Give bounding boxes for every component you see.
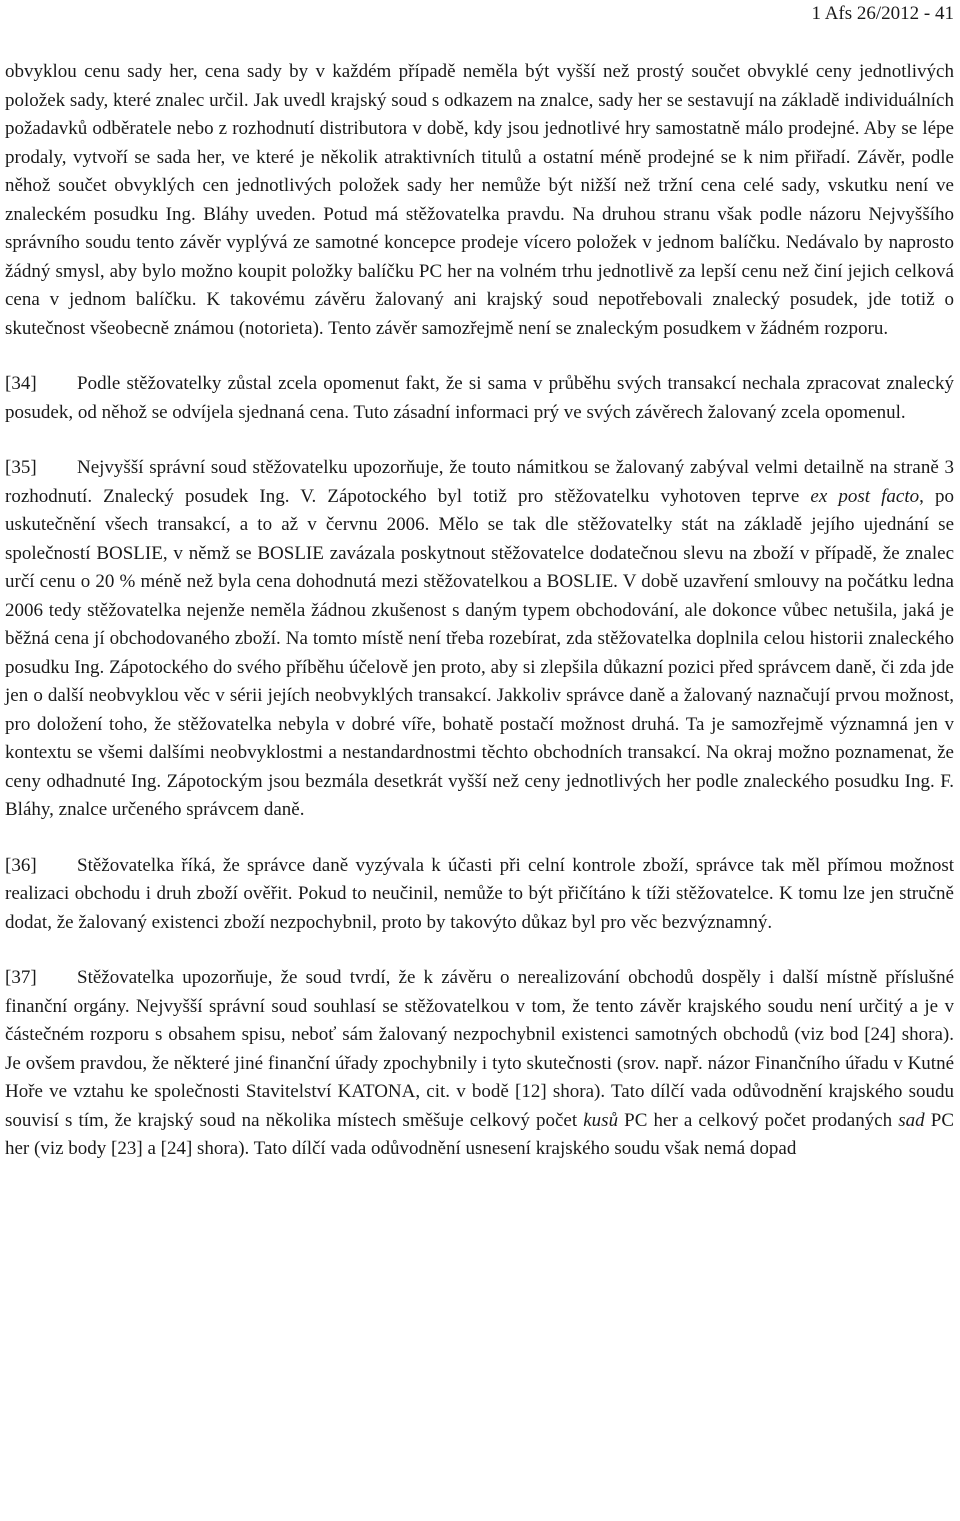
paragraph-36 bbox=[5, 852, 954, 938]
paragraph-continued bbox=[5, 58, 954, 343]
paragraph-number: [34] bbox=[5, 373, 37, 394]
paragraph-number: [35] bbox=[5, 457, 37, 478]
paragraph-text: obvyklou cenu sady her, cena sady by v každém případě neměla být vyšší než prostý součet obvyklé ceny jednotlivých položek sady, které znalec určil. Jak uvedl krajský soud s odkazem na znalce, sady her se sestavují na základě individuálních požadavků odběratele nebo z rozhodnutí distributora v době, kdy jsou jednotlivé hry samostatně málo prodejné. Aby se lépe prodaly, vytvoří se sada her, ve které je několik atraktivních titulů a ostatní méně prodejné se k nim přiřadí. Závěr, podle něhož součet obvyklých cen jednotlivých položek sady her nemůže být nižší než tržní cena celé sady, vskutku není ve znaleckém posudku Ing. Bláhy uveden. Potud má stěžovatelka pravdu. Na druhou stranu však podle názoru Nejvyššího správního soudu tento závěr vyplývá ze samotné koncepce prodeje vícero položek v jednom balíčku. Nedávalo by naprosto žádný smysl, aby bylo možno koupit položky balíčku PC her na volném trhu jednotlivě za lepší cenu než činí jejich celková cena v jednom balíčku. K takovému závěru žalovaný ani krajský soud nepotřebovali znalecký posudek, jde totiž o skutečnost všeobecně známou (notorieta). Tento závěr samozřejmě není se znaleckým posudkem v žádném rozporu. bbox=[5, 61, 954, 339]
italic-phrase: ex post facto bbox=[810, 485, 920, 507]
paragraph-text: , po uskutečnění všech transakcí, a to až v červnu 2006. Mělo se tak dle stěžovatelky stát na základě jejího ujednání se společností BOSLIE, v němž se BOSLIE zavázala poskytnout stěžovatelce dodatečnou slevu na zboží v případě, že znalec určí cenu o 20 % méně než byla cena dohodnutá mezi stěžovatelkou a BOSLIE. V době uzavření smlouvy na počátku ledna 2006 tedy stěžovatelka nejenže neměla žádnou zkušenost s daným typem obchodování, ale dokonce vůbec netušila, jaká je běžná cena jí obchodovaného zboží. Na tomto místě není třeba rozebírat, zda stěžovatelka doplnila celou historii znaleckého posudku Ing. Zápotockého do svého příběhu účelově jen proto, aby si zlepšila důkazní pozici před správcem daně, či zda jde jen o další neobvyklou věc v sérii jejích neobvyklých transakcí. Jakkoliv správce daně a žalovaný naznačují prvou možnost, pro doložení toho, že stěžovatelka nebyla v dobré víře, bohatě postačí možnost druhá. Ta je samozřejmě významná jen v kontextu se všemi dalšími neobvyklostmi a nestandardnostmi těchto obchodních transakcí. Na okraj možno poznamenat, že ceny odhadnuté Ing. Zápotockým jsou bezmála desetkrát vyšší než ceny jednotlivých her podle znaleckého posudku Ing. F. Bláhy, znalce určeného správcem daně. bbox=[5, 485, 955, 820]
italic-word: kusů bbox=[583, 1109, 619, 1131]
paragraph-number: [37] bbox=[5, 967, 37, 988]
italic-word: sad bbox=[898, 1109, 925, 1131]
paragraph-text: PC her a celkový počet prodaných bbox=[618, 1109, 899, 1131]
document-body bbox=[5, 58, 954, 1164]
paragraph-number: [36] bbox=[5, 854, 37, 876]
case-number-header: 1 Afs 26/2012 - 41 bbox=[811, 3, 954, 24]
paragraph-text: Podle stěžovatelky zůstal zcela opomenut fakt, že si sama v průběhu svých transakcí nechala zpracovat znalecký posudek, od něhož se odvíjela sjednaná cena. Tuto zásadní informaci prý ve svých závěrech žalovaný zcela opomenul. bbox=[5, 373, 954, 423]
paragraph-text: Stěžovatelka říká, že správce daně vyzývala k účasti při celní kontrole zboží, správce tak měl přímou možnost realizaci obchodu i druh zboží ověřit. Pokud to neučinil, nemůže to být přičítáno k tíži stěžovatelce. K tomu lze jen stručně dodat, že žalovaný existenci zboží nezpochybnil, proto by takovýto důkaz byl pro věc bezvýznamný. bbox=[5, 854, 954, 933]
paragraph-text: PC her (viz body [23] a [24] shora). Tato dílčí vada odůvodnění usnesení krajského soudu však nemá dopad bbox=[5, 1109, 954, 1159]
paragraph-text: Stěžovatelka upozorňuje, že soud tvrdí, že k závěru o nerealizování obchodů dospěly i další místně příslušné finanční orgány. Nejvyšší správní soud souhlasí se stěžovatelkou v tom, že tento závěr krajského soudu není určitý a je v částečném rozporu s obsahem spisu, neboť sám žalovaný nezpochybnil existenci samotných obchodů (viz bod [24] shora). Je ovšem pravdou, že některé jiné finanční úřady zpochybnily i tyto skutečnosti (srov. např. názor Finančního úřadu v Kutné Hoře ve vztahu ke společnosti Stavitelství KATONA, cit. v bodě [12] shora). Tato dílčí vada odůvodnění krajského soudu souvisí s tím, že krajský soud na několika místech směšuje celkový počet bbox=[5, 967, 954, 1131]
paragraph-34 bbox=[5, 370, 954, 427]
paragraph-35 bbox=[5, 454, 954, 825]
paragraph-text: Nejvyšší správní soud stěžovatelku upozorňuje, že touto námitkou se žalovaný zabýval velmi detailně na straně 3 rozhodnutí. Znalecký posudek Ing. V. Zápotockého byl totiž pro stěžovatelku vyhotoven teprve bbox=[5, 457, 954, 507]
paragraph-37 bbox=[5, 964, 954, 1164]
